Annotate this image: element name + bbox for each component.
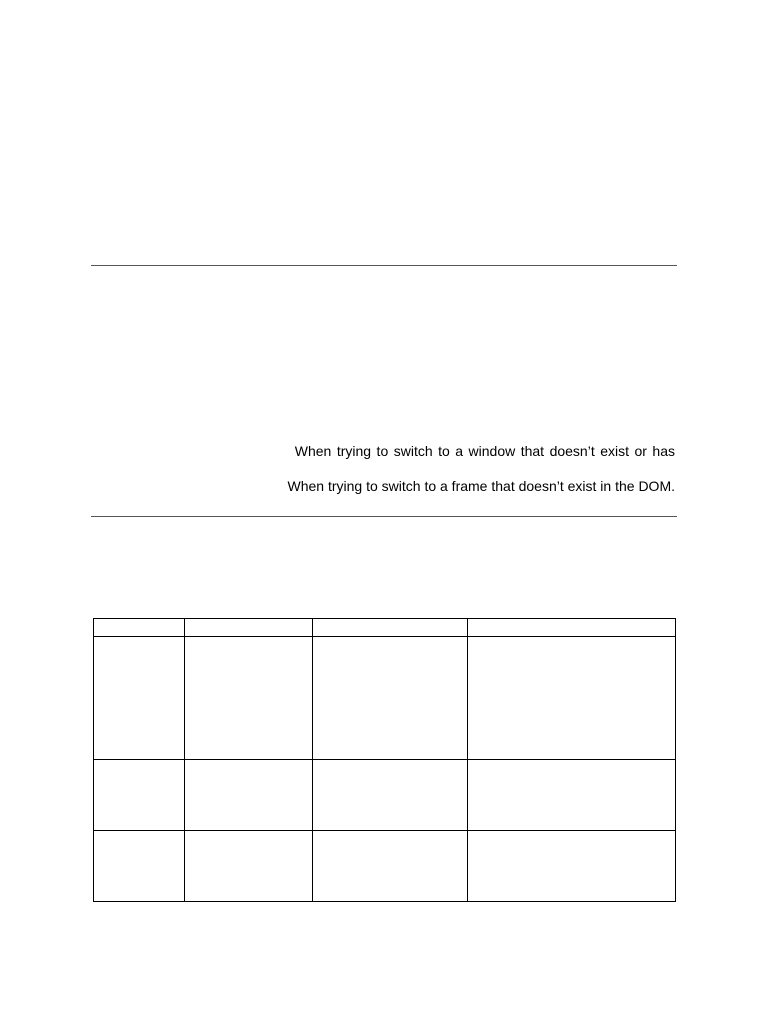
table-cell	[94, 637, 185, 760]
table-row	[94, 637, 676, 760]
table-cell	[185, 637, 313, 760]
table-header-cell	[185, 619, 313, 637]
table-header-cell	[313, 619, 468, 637]
table-header-cell	[468, 619, 676, 637]
table-cell	[468, 637, 676, 760]
table-cell	[94, 760, 185, 831]
exception-description-window: When trying to switch to a window that doesn’t exist or has	[294, 443, 675, 459]
table-cell	[313, 760, 468, 831]
table-cell	[94, 831, 185, 902]
table-cell	[468, 831, 676, 902]
table-header-cell	[94, 619, 185, 637]
table-header-row	[94, 619, 676, 637]
table-cell	[185, 760, 313, 831]
table-row	[94, 760, 676, 831]
horizontal-rule-top	[91, 265, 677, 266]
table-cell	[185, 831, 313, 902]
table-cell	[313, 637, 468, 760]
table-cell	[313, 831, 468, 902]
exception-description-frame: When trying to switch to a frame that doesn’t exist in the DOM.	[287, 478, 675, 494]
table-row	[94, 831, 676, 902]
empty-table	[93, 618, 676, 902]
table-cell	[468, 760, 676, 831]
horizontal-rule-bottom	[91, 516, 677, 517]
